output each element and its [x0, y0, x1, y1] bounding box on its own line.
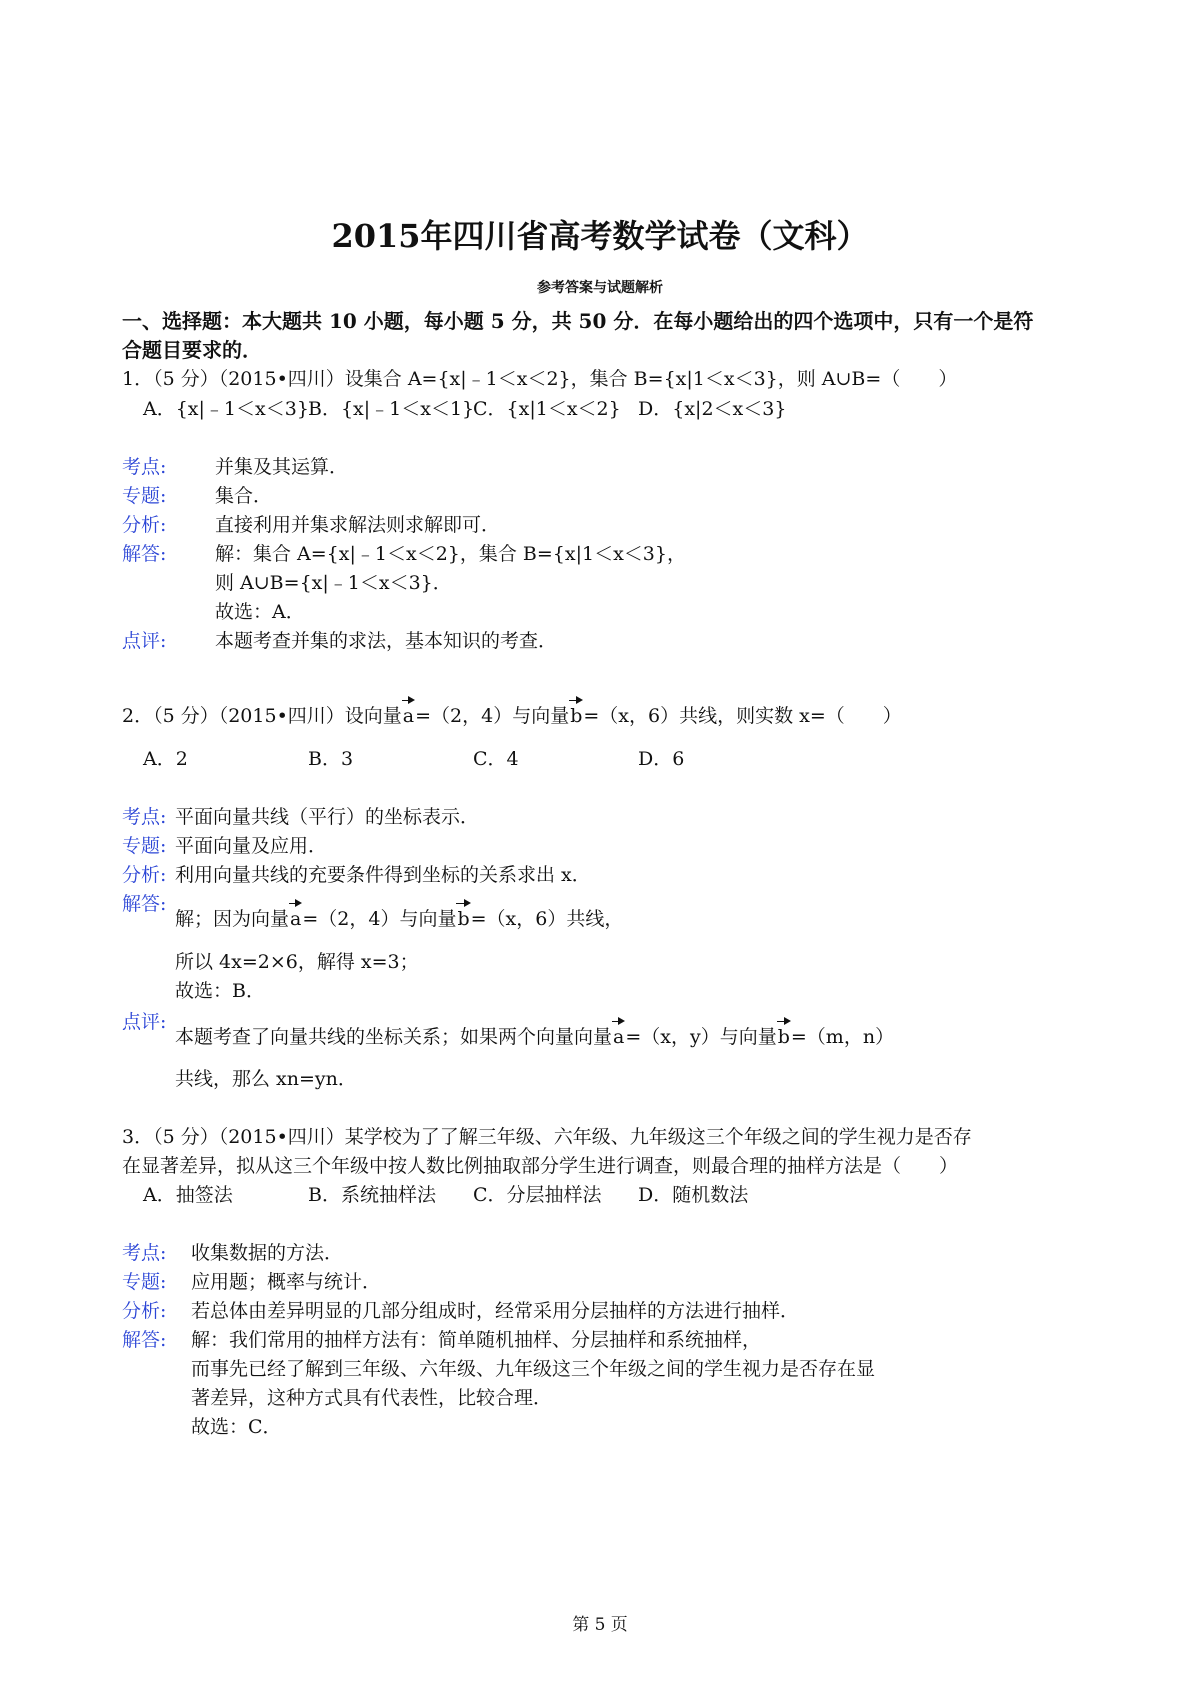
vector-a: a: [402, 705, 415, 727]
vector-b: b: [777, 1026, 790, 1048]
q1-jieda-line: 则 A∪B={x|﹣1＜x＜3}．: [215, 572, 452, 594]
q1-option-d: D．{x|2＜x＜3}: [638, 398, 787, 420]
vector-b: b: [570, 705, 583, 727]
q1-option-a: A．{x|﹣1＜x＜3}: [143, 398, 309, 420]
q2-jieda-label: 解答:: [122, 893, 167, 915]
q1-kaodian: 并集及其运算．: [215, 456, 349, 478]
q2-dianping-label: 点评:: [122, 1011, 167, 1033]
q3-fenxi-label: 分析:: [122, 1300, 167, 1322]
q2-dianping-line: 本题考查了向量共线的坐标关系；如果两个向量向量a=（x，y）与向量b=（m，n）: [175, 1026, 895, 1048]
q3-zhuanti-label: 专题:: [122, 1271, 167, 1293]
q3-option-c: C．分层抽样法: [473, 1184, 602, 1206]
q3-jieda-line: 解：我们常用的抽样方法有：简单随机抽样、分层抽样和系统抽样，: [191, 1329, 762, 1351]
q2-fenxi-label: 分析:: [122, 864, 167, 886]
q3-jieda-line: 而事先已经了解到三年级、六年级、九年级这三个年级之间的学生视力是否存在显: [191, 1358, 876, 1380]
q3-option-a: A．抽签法: [143, 1184, 233, 1206]
q3-fenxi: 若总体由差异明显的几部分组成时，经常采用分层抽样的方法进行抽样．: [191, 1300, 800, 1322]
q3-jieda-label: 解答:: [122, 1329, 167, 1351]
q1-zhuanti-label: 专题:: [122, 485, 167, 507]
vector-a: a: [290, 908, 302, 930]
q2-jieda-line: 解；因为向量a=（2，4）与向量b=（x，6）共线，: [175, 908, 624, 930]
q3-option-d: D．随机数法: [638, 1184, 749, 1206]
q3-jieda-line: 著差异，这种方式具有代表性，比较合理．: [191, 1387, 553, 1409]
q2-kaodian-label: 考点:: [122, 806, 167, 828]
q1-dianping-label: 点评:: [122, 630, 167, 652]
q3-stem: 3．（5 分）（2015•四川）某学校为了了解三年级、六年级、九年级这三个年级之间的学生视力是否存: [122, 1126, 972, 1148]
q1-jieda-label: 解答:: [122, 543, 167, 565]
q2-stem: 2．（5 分）（2015•四川）设向量a=（2，4）与向量b=（x，6）共线，则实数 x=（ ）: [122, 705, 902, 727]
q1-fenxi-label: 分析:: [122, 514, 167, 536]
q2-option-b: B．3: [308, 748, 354, 770]
page-subtitle: 参考答案与试题解析: [537, 280, 663, 296]
q3-zhuanti: 应用题；概率与统计．: [191, 1271, 382, 1293]
q3-kaodian-label: 考点:: [122, 1242, 167, 1264]
vector-a: a: [613, 1026, 625, 1048]
q2-option-d: D．6: [638, 748, 685, 770]
q1-option-b: B．{x|﹣1＜x＜1}: [308, 398, 475, 420]
q2-zhuanti-label: 专题:: [122, 835, 167, 857]
q1-fenxi: 直接利用并集求解法则求解即可．: [215, 514, 501, 536]
q3-kaodian: 收集数据的方法．: [191, 1242, 344, 1264]
page-number: 第 5 页: [572, 1615, 628, 1635]
q2-zhuanti: 平面向量及应用．: [175, 835, 328, 857]
q2-dianping-line: 共线，那么 xn=yn．: [175, 1068, 357, 1090]
q3-stem-cont: 在显著差异，拟从这三个年级中按人数比例抽取部分学生进行调查，则最合理的抽样方法是（ ）: [122, 1155, 959, 1177]
q1-stem: 1．（5 分）（2015•四川）设集合 A={x|﹣1＜x＜2}，集合 B={x|1＜x＜3}，则 A∪B=（ ）: [122, 368, 958, 390]
q2-option-c: C．4: [473, 748, 519, 770]
q1-jieda-line: 解：集合 A={x|﹣1＜x＜2}，集合 B={x|1＜x＜3}，: [215, 543, 686, 565]
q1-dianping: 本题考查并集的求法，基本知识的考查．: [215, 630, 558, 652]
vector-b: b: [457, 908, 470, 930]
q3-option-b: B．系统抽样法: [308, 1184, 436, 1206]
section-heading-cont: 合题目要求的．: [122, 338, 262, 362]
q2-fenxi: 利用向量共线的充要条件得到坐标的关系求出 x．: [175, 864, 591, 886]
q2-jieda-line: 所以 4x=2×6，解得 x=3；: [175, 951, 419, 973]
q2-option-a: A．2: [143, 748, 188, 770]
q2-kaodian: 平面向量共线（平行）的坐标表示．: [175, 806, 480, 828]
q1-jieda-line: 故选：A．: [215, 601, 305, 623]
q1-option-c: C．{x|1＜x＜2}: [473, 398, 621, 420]
q1-kaodian-label: 考点:: [122, 456, 167, 478]
q3-jieda-line: 故选：C．: [191, 1416, 282, 1438]
page-title: 2015年四川省高考数学试卷（文科）: [331, 217, 869, 255]
q2-jieda-line: 故选：B．: [175, 980, 265, 1002]
q1-zhuanti: 集合．: [215, 485, 273, 507]
section-heading: 一、选择题：本大题共 10 小题，每小题 5 分，共 50 分．在每小题给出的四个选项中，只有一个是符: [122, 309, 1034, 333]
